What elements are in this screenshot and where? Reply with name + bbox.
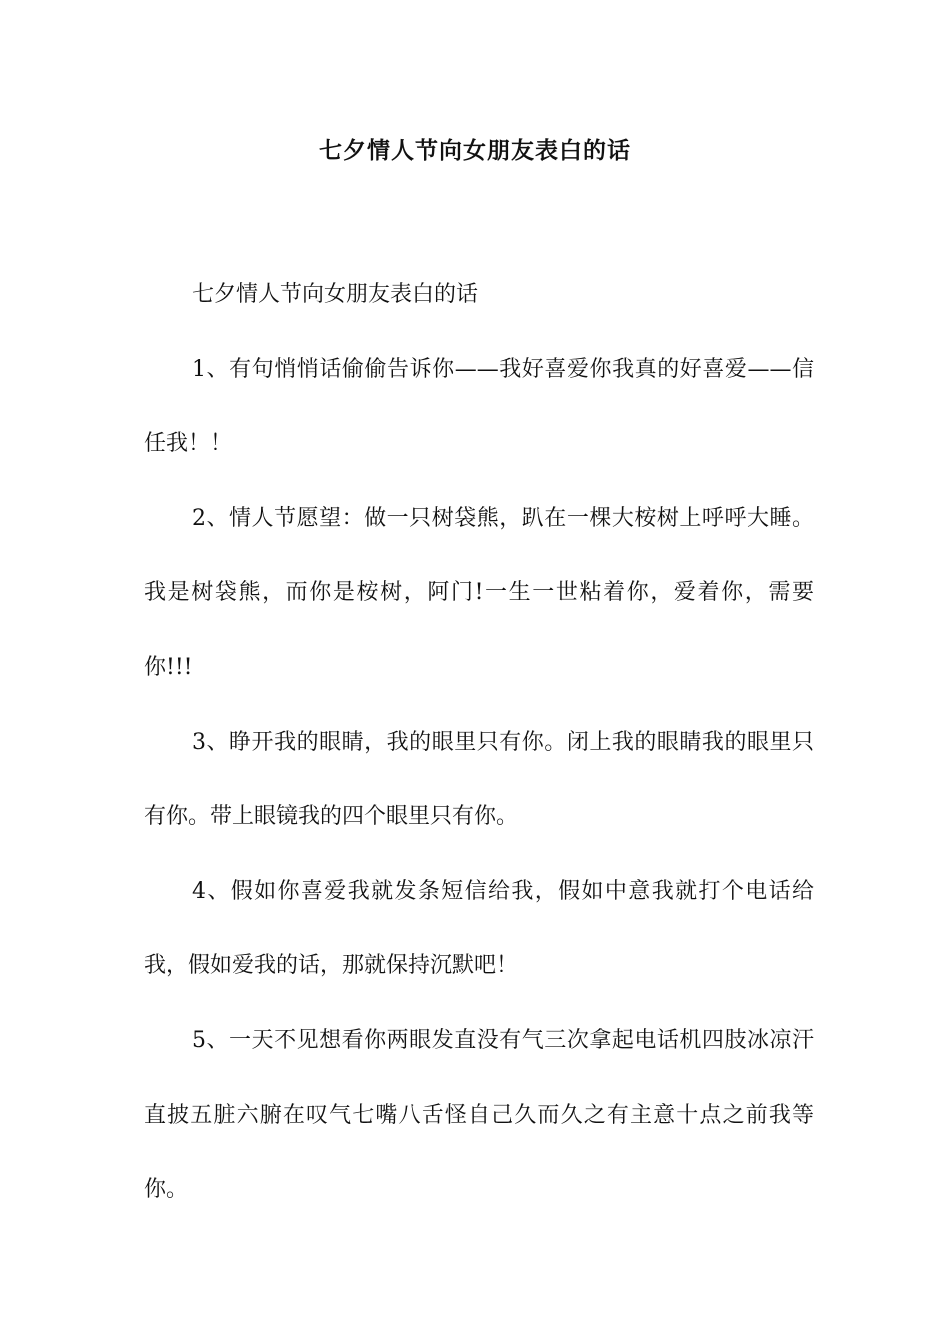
paragraph-item-1: 1、有句悄悄话偷偷告诉你——我好喜爱你我真的好喜爱——信任我！！ <box>144 356 814 457</box>
paragraph-item-2: 2、情人节愿望：做一只树袋熊，趴在一棵大桉树上呼呼大睡。我是树袋熊，而你是桉树，阿门!一生一世粘着你，爱着你，需要你!!! <box>144 505 814 680</box>
paragraph-item-5: 5、一天不见想看你两眼发直没有气三次拿起电话机四肢冰凉汗直披五脏六腑在叹气七嘴八舌怪自己久而久之有主意十点之前我等你。 <box>144 1027 814 1203</box>
paragraph-subtitle: 七夕情人节向女朋友表白的话 <box>192 282 479 307</box>
document-title: 七夕情人节向女朋友表白的话 <box>319 137 631 164</box>
paragraph-item-3: 3、睁开我的眼睛，我的眼里只有你。闭上我的眼睛我的眼里只有你。带上眼镜我的四个眼里只有你。 <box>144 729 814 830</box>
document-body <box>144 258 814 1228</box>
paragraph-item-4: 4、假如你喜爱我就发条短信给我，假如中意我就打个电话给我，假如爱我的话，那就保持沉默吧！ <box>144 878 814 979</box>
